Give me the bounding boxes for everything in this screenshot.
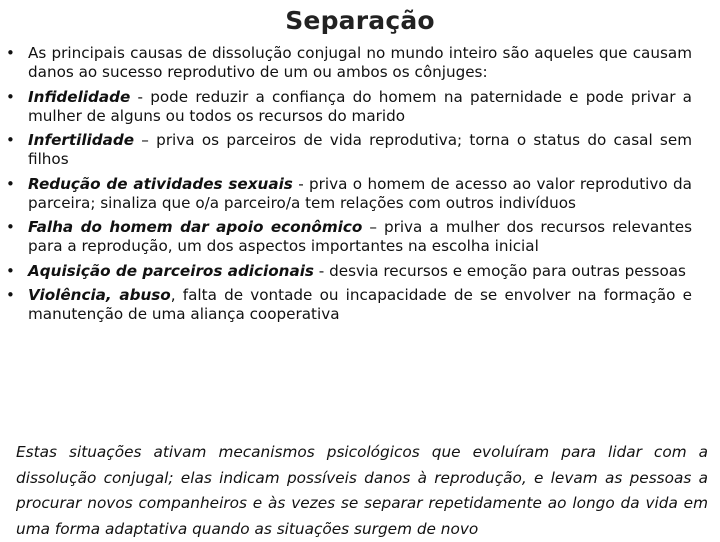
bullet-item <box>6 262 692 281</box>
bullet-item <box>6 131 692 169</box>
bullet-item <box>6 175 692 213</box>
bullet-item <box>6 218 692 256</box>
bullet-term: Violência, abuso <box>28 286 171 304</box>
bullet-text: - priva o homem de acesso ao valor reprodutivo da parceira; sinaliza que o/a parceiro/a tem relações com outros indivíduos <box>28 174 692 212</box>
bullet-term: Aquisição de parceiros adicionais <box>28 261 314 280</box>
bullet-item <box>6 88 692 126</box>
bullet-text: - pode reduzir a confiança do homem na paternidade e pode privar a mulher de alguns ou todos os recursos do marido <box>28 87 692 125</box>
bullet-dot-icon: • <box>6 87 15 106</box>
bullet-text: – priva os parceiros de vida reprodutiva; torna o status do casal sem filhos <box>28 131 692 168</box>
bullet-dot-icon: • <box>6 218 15 236</box>
summary-note: Estas situações ativam mecanismos psicológicos que evoluíram para lidar com a dissolução conjugal; elas indicam possíveis danos à reprodução, e levam as pessoas a procurar novos companheiros e às vezes se separar repetidamente ao longo da vida em uma forma adaptativa quando as situações surgem de novo <box>16 443 708 538</box>
bullet-term: Infertilidade <box>28 131 135 149</box>
bullet-term: Falha do homem dar apoio econômico <box>28 218 363 236</box>
bullet-text: – priva a mulher dos recursos relevantes para a reprodução, um dos aspectos importantes na escolha inicial <box>28 218 692 255</box>
bullet-dot-icon: • <box>6 131 15 149</box>
bullet-text: , falta de vontade ou incapacidade de se envolver na formação e manutenção de uma aliança cooperativa <box>28 286 692 323</box>
bullet-dot-icon: • <box>6 44 15 62</box>
bullet-list <box>6 44 692 330</box>
bullet-text: - desvia recursos e emoção para outras pessoas <box>313 261 686 280</box>
bullet-term: Infidelidade <box>28 87 131 106</box>
bullet-dot-icon: • <box>6 286 15 304</box>
bullet-item <box>6 286 692 324</box>
slide-title: Separação <box>285 6 435 35</box>
bullet-dot-icon: • <box>6 174 15 193</box>
bullet-dot-icon: • <box>6 261 15 280</box>
bullet-term: Redução de atividades sexuais <box>28 174 293 193</box>
bullet-text: As principais causas de dissolução conjugal no mundo inteiro são aqueles que causam danos ao sucesso reprodutivo de um ou ambos os cônjuges: <box>28 44 692 81</box>
bullet-item <box>6 44 692 82</box>
